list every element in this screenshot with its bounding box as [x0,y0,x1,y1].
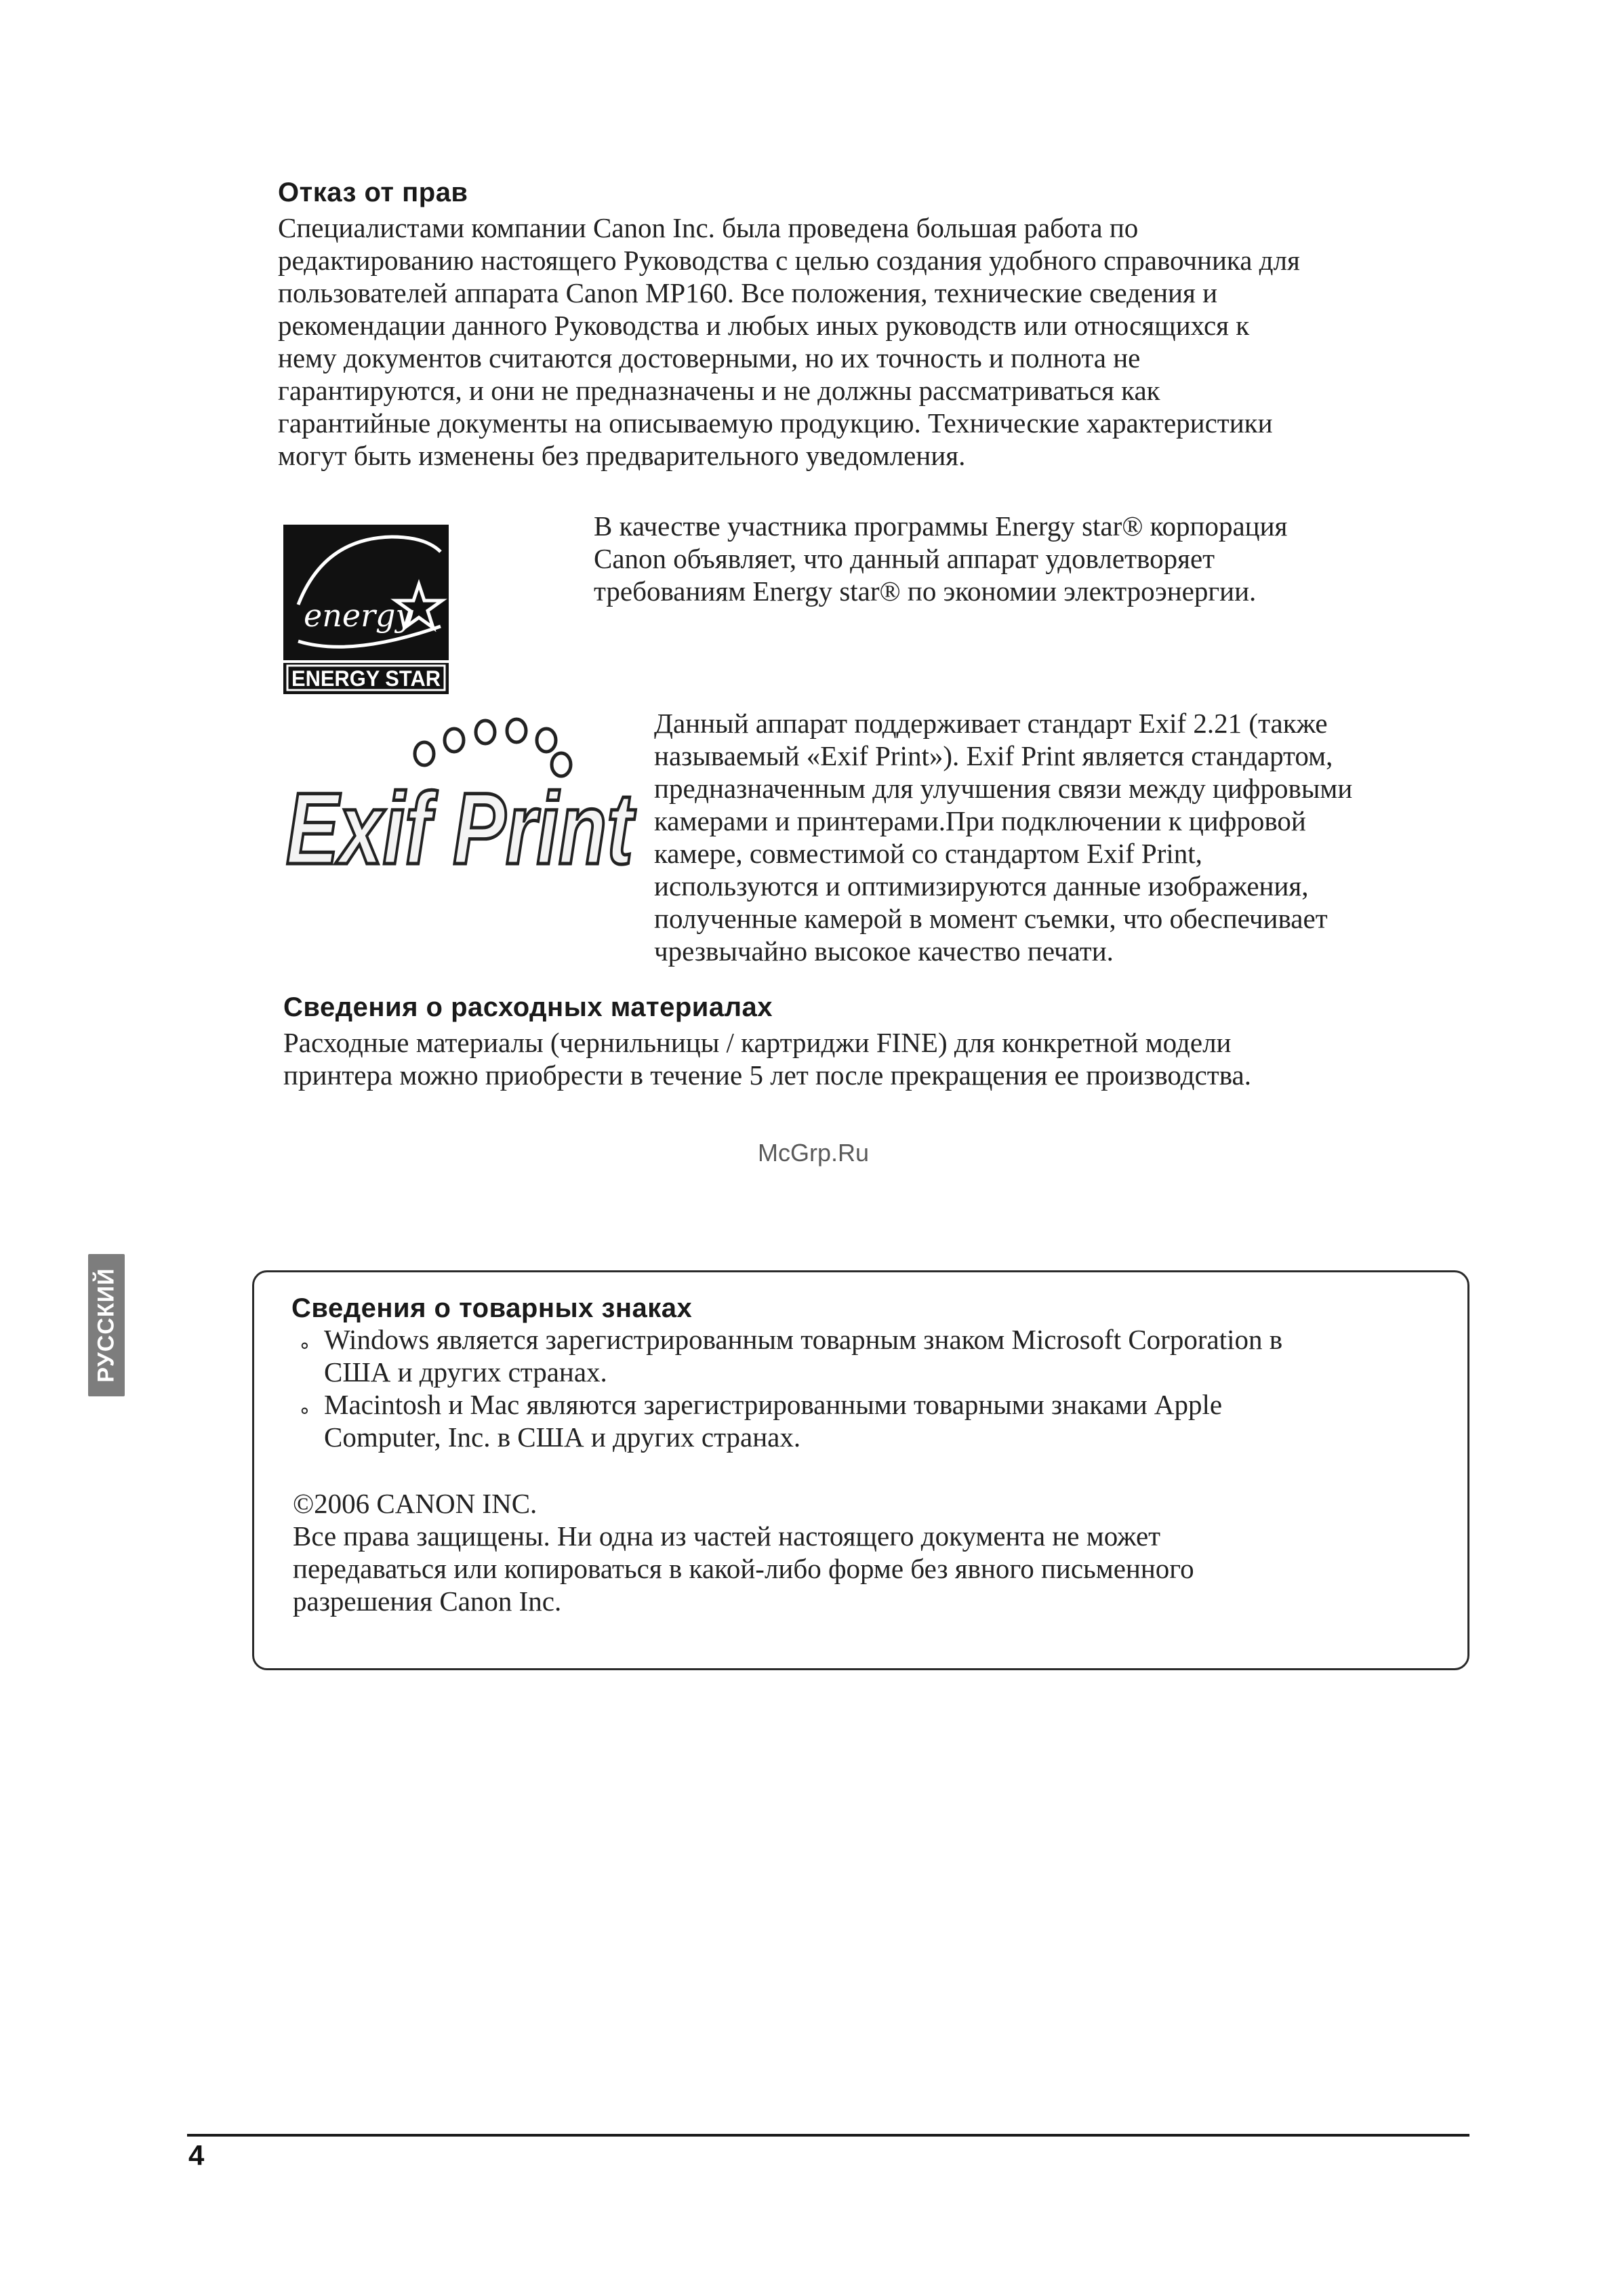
text-line: рекомендации данного Руководства и любых иных руководств или относящихся к [278,310,1250,341]
page-number: 4 [188,2139,205,2171]
text-line: В качестве участника программы Energy star® корпорация [594,510,1288,542]
trademarks-heading: Сведения о товарных знаках [291,1293,693,1323]
text-line: гарантируются, и они не предназначены и не должны рассматриваться как [278,375,1160,406]
text-line: называемый «Exif Print»). Exif Print является стандартом, [654,740,1333,771]
text-line: гарантийные документы на описываемую продукцию. Технические характеристики [278,407,1273,439]
rights-paragraph [293,1520,1194,1617]
text-line: предназначенным для улучшения связи между цифровыми [654,773,1353,804]
text-line: камере, совместимой со стандартом Exif Print, [654,838,1202,869]
text-line: требованиям Energy star® по экономии электроэнергии. [594,575,1257,607]
language-tab-label: РУССКИЙ [93,1268,119,1383]
bullet-icon: ∘ [298,1400,311,1422]
text-line: Macintosh и Mac являются зарегистрированными товарными знаками Apple [324,1389,1223,1420]
energy-star-paragraph [594,510,1287,607]
trademark-list [297,1323,1282,1453]
exif-paragraph [654,707,1352,967]
text-line: чрезвычайно высокое качество печати. [654,935,1114,967]
text-line: редактированию настоящего Руководства с целью создания удобного справочника для [278,245,1300,276]
language-tab [88,1254,125,1396]
text-line: нему документов считаются достоверными, но их точность и полнота не [278,342,1141,373]
exif-print-logo [281,713,640,885]
text-line: Специалистами компании Canon Inc. была проведена большая работа по [278,212,1139,243]
text-line: полученные камерой в момент съемки, что обеспечивает [654,903,1328,934]
text-line: используются и оптимизируются данные изображения, [654,870,1309,902]
text-line: пользователей аппарата Canon MP160. Все положения, технические сведения и [278,277,1218,308]
disclaimer-heading: Отказ от прав [278,178,468,207]
text-line: Все права защищены. Ни одна из частей настоящего документа не может [293,1520,1161,1552]
list-item [297,1323,1282,1388]
bullet-icon: ∘ [298,1335,311,1357]
energy-star-label: ENERGY STAR [291,666,441,691]
text-line: камерами и принтерами.При подключении к цифровой [654,805,1306,836]
text-line: могут быть изменены без предварительного уведомления. [278,440,966,471]
consumables-paragraph [283,1026,1251,1091]
text-line: передаваться или копироваться в какой-либо форме без явного письменного [293,1553,1194,1584]
watermark: McGrp.Ru [758,1139,870,1167]
list-item [297,1388,1282,1453]
text-line: Расходные материалы (чернильницы / картриджи FINE) для конкретной модели [283,1027,1232,1058]
text-line: Computer, Inc. в США и других странах. [324,1421,801,1453]
energy-star-logo [283,525,449,694]
text-line: разрешения Canon Inc. [293,1585,562,1617]
copyright-line: ©2006 CANON INC. [293,1488,537,1519]
energy-script-text: energy [304,597,413,634]
disclaimer-paragraph [278,211,1300,472]
text-line: Canon объявляет, что данный аппарат удовлетворяет [594,543,1215,574]
exif-dots-icon [415,719,571,776]
text-line: Windows является зарегистрированным товарным знаком Microsoft Corporation в [324,1324,1283,1355]
text-line: США и других странах. [324,1356,607,1388]
text-line: Данный аппарат поддерживает стандарт Exif 2.21 (также [654,708,1328,739]
footer-rule [187,2134,1469,2137]
consumables-heading: Сведения о расходных материалах [283,992,773,1022]
text-line: принтера можно приобрести в течение 5 лет после прекращения ее производства. [283,1059,1251,1091]
exif-print-wordmark: Exif Print [286,771,636,885]
